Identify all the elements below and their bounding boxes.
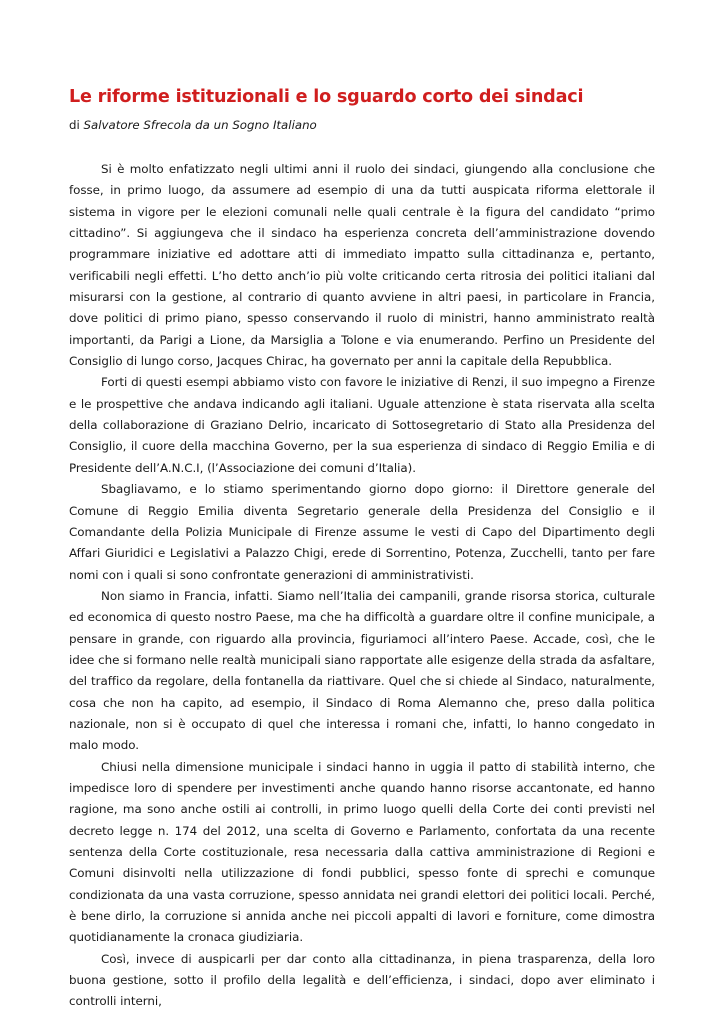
byline-prefix: di: [69, 118, 84, 132]
paragraph: Forti di questi esempi abbiamo visto con favore le iniziative di Renzi, il suo impegno a Firenze e le prospettive che andava indicando agli italiani. Uguale attenzione è stata riservata alla scelta della collaborazione di Graziano Delrio, incaricato di Sottosegretario di Stato alla Presidenza del Consiglio, il cuore della macchina Governo, per la sua esperienza di sindaco di Reggio Emilia e di Presidente dell’A.N.C.I, (l’Associazione dei comuni d’Italia).: [69, 375, 655, 475]
article-byline: [69, 117, 655, 133]
paragraph: Chiusi nella dimensione municipale i sindaci hanno in uggia il patto di stabilità interno, che impedisce loro di spendere per investimenti anche quando hanno risorse accantonate, ed hanno ragione, ma sono anche ostili ai controlli, in primo luogo quelli della Corte dei conti previsti nel decreto legge n. 174 del 2012, una scelta di Governo e Parlamento, confortata da una recente sentenza della Corte costituzionale, resa necessaria dalla cattiva amministrazione di Regioni e Comuni disinvolti nella utilizzazione di fondi pubblici, spesso fonte di sprechi e comunque condizionata da una vasta corruzione, spesso annidata nei grandi elettori dei politici locali. Perché, è bene dirlo, la corruzione si annida anche nei piccoli appalti di lavori e forniture, come dimostra quotidianamente la cronaca giudiziaria.: [69, 759, 655, 945]
document-page: [69, 86, 655, 1013]
article-title: Le riforme istituzionali e lo sguardo corto dei sindaci: [69, 87, 584, 107]
article-body: [69, 159, 655, 1013]
paragraph: Sbagliavamo, e lo stiamo sperimentando giorno dopo giorno: il Direttore generale del Comune di Reggio Emilia diventa Segretario generale della Presidenza del Consiglio e il Comandante della Polizia Municipale di Firenze assume le vesti di Capo del Dipartimento degli Affari Giuridici e Legislativi a Palazzo Chigi, erede di Sorrentino, Potenza, Zucchelli, tanto per fare nomi con i quali si sono confrontate generazioni di amministrativisti.: [69, 482, 655, 582]
paragraph: Così, invece di auspicarli per dar conto alla cittadinanza, in piena trasparenza, della loro buona gestione, sotto il profilo della legalità e dell’efficienza, i sindaci, dopo aver eliminato i controlli interni,: [69, 951, 655, 1009]
paragraph: Non siamo in Francia, infatti. Siamo nell’Italia dei campanili, grande risorsa storica, culturale ed economica di questo nostro Paese, ma che ha difficoltà a guardare oltre il confine municipale, a pensare in grande, con riguardo alla provincia, figuriamoci all’intero Paese. Accade, così, che le idee che si formano nelle realtà municipali siano rapportate alle esigenze della strada da asfaltare, del traffico da regolare, della fontanella da riattivare. Quel che si chiede al Sindaco, naturalmente, cosa che non ha capito, ad esempio, il Sindaco di Roma Alemanno che, preso dalla politica nazionale, non si è occupato di quel che interessa i romani che, infatti, lo hanno congedato in malo modo.: [69, 588, 655, 753]
paragraph: Si è molto enfatizzato negli ultimi anni il ruolo dei sindaci, giungendo alla conclusione che fosse, in primo luogo, da assumere ad esempio di una da tutti auspicata riforma elettorale il sistema in vigore per le elezioni comunali nelle quali centrale è la figura del candidato “primo cittadino”. Si aggiungeva che il sindaco ha esperienza concreta dell’amministrazione dovendo programmare iniziative ed adottare atti di immediato impatto sulla cittadinanza e, pertanto, verificabili negli effetti. L’ho detto anch’io più volte criticando certa ritrosia dei politici italiani dal misurarsi con la gestione, al contrario di quanto avviene in altri paesi, in particolare in Francia, dove politici di primo piano, spesso conservando il ruolo di ministri, hanno amministrato realtà importanti, da Parigi a Lione, da Marsiglia a Tolone e via enumerando. Perfino un Presidente del Consiglio di lungo corso, Jacques Chirac, ha governato per anni la capitale della Repubblica.: [69, 162, 655, 369]
byline-author: Salvatore Sfrecola da un Sogno Italiano: [83, 118, 317, 132]
